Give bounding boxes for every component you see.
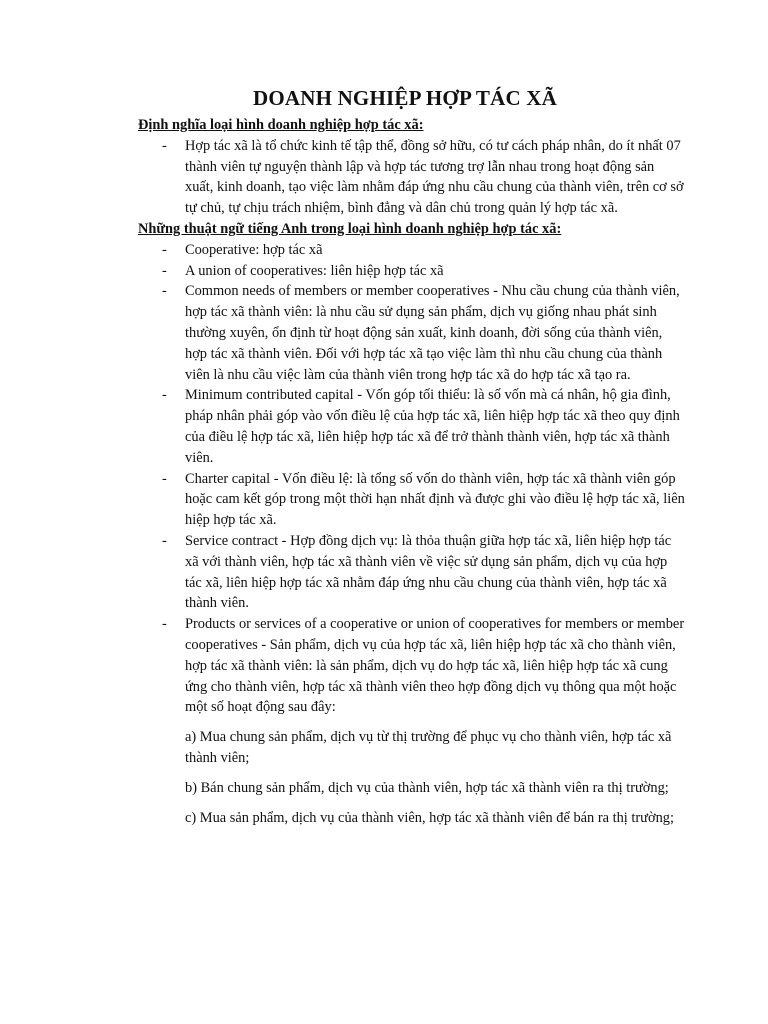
list-item-text: Minimum contributed capital - Vốn góp tối thiểu: là số vốn mà cá nhân, hộ gia đình, pháp nhân phải góp vào vốn điều lệ của hợp tác xã, liên hiệp hợp tác xã theo quy định của điều lệ hợp tác xã, liên hiệp hợp tác xã để trở thành thành viên, hợp tác xã thành viên. bbox=[185, 387, 680, 466]
dash-marker: - bbox=[162, 283, 167, 300]
definition-heading: Định nghĩa loại hình doanh nghiệp hợp tác xã: bbox=[138, 117, 424, 133]
list-item-text: Service contract - Hợp đồng dịch vụ: là thỏa thuận giữa hợp tác xã, liên hiệp hợp tác xã với thành viên, hợp tác xã thành viên về việc sử dụng sản phẩm, dịch vụ của hợp tác xã, liên hiệp hợp tác xã nhằm đáp ứng nhu cầu chung của thành viên, hợp tác xã thành viên. bbox=[185, 532, 672, 612]
dash-marker: - bbox=[162, 616, 167, 633]
list-item-text: Charter capital - Vốn điều lệ: là tổng số vốn do thành viên, hợp tác xã thành viên góp hoặc cam kết góp trong một thời hạn nhất định và được ghi vào điều lệ hợp tác xã, liên hiệp hợp tác xã. bbox=[185, 470, 685, 529]
sub-item-a: a) Mua chung sản phẩm, dịch vụ từ thị trường để phục vụ cho thành viên, hợp tác xã thành viên; bbox=[185, 729, 672, 766]
list-item bbox=[138, 469, 685, 531]
sub-item-b: b) Bán chung sản phẩm, dịch vụ của thành viên, hợp tác xã thành viên ra thị trường; bbox=[185, 779, 669, 796]
list-item bbox=[138, 240, 685, 261]
dash-marker: - bbox=[162, 532, 167, 549]
terms-heading: Những thuật ngữ tiếng Anh trong loại hình doanh nghiệp hợp tác xã: bbox=[138, 220, 562, 237]
dash-marker: - bbox=[162, 137, 167, 154]
list-item bbox=[138, 136, 685, 219]
list-item-text: Hợp tác xã là tổ chức kinh tế tập thể, đồng sở hữu, có tư cách pháp nhân, do ít nhất 07 thành viên tự nguyện thành lập và hợp tác tương trợ lẫn nhau trong hoạt động sản xuất, kinh doanh, tạo việc làm nhằm đáp ứng nhu cầu chung của thành viên, trên cơ sở tự chủ, tự chịu trách nhiệm, bình đẳng và dân chủ trong quản lý hợp tác xã. bbox=[185, 137, 684, 217]
document-title: DOANH NGHIỆP HỢP TÁC XÃ bbox=[252, 86, 558, 110]
list-item-text: Products or services of a cooperative or union of cooperatives for members or member cooperatives - Sản phẩm, dịch vụ của hợp tác xã, liên hiệp hợp tác xã cho thành viên, hợp tác xã thành viên: là sản phẩm, dịch vụ do hợp tác xã, liên hiệp hợp tác xã cung ứng cho thành viên, hợp tác xã thành viên theo hợp đồng dịch vụ thông qua một hoặc một số hoạt động sau đây: bbox=[185, 616, 685, 716]
sub-item-c: c) Mua sản phẩm, dịch vụ của thành viên, hợp tác xã thành viên để bán ra thị trường; bbox=[185, 809, 674, 826]
list-item bbox=[138, 614, 685, 718]
dash-marker: - bbox=[162, 470, 167, 487]
list-item bbox=[138, 261, 685, 282]
list-item-text: Common needs of members or member cooperatives - Nhu cầu chung của thành viên, hợp tác xã thành viên: là nhu cầu sử dụng sản phẩm, dịch vụ giống nhau phát sinh thường xuyên, ổn định từ hoạt động sản xuất, kinh doanh, đời sống của thành viên, hợp tác xã thành viên. Đối với hợp tác xã tạo việc làm thì nhu cầu chung của thành viên là nhu cầu việc làm của thành viên trong hợp tác xã do hợp tác xã tạo ra. bbox=[185, 283, 680, 383]
dash-marker: - bbox=[162, 241, 167, 258]
definition-list bbox=[138, 136, 698, 219]
dash-marker: - bbox=[162, 387, 167, 404]
list-item-text: A union of cooperatives: liên hiệp hợp tác xã bbox=[185, 262, 444, 279]
list-item bbox=[138, 385, 685, 468]
list-item bbox=[138, 281, 685, 385]
document-body bbox=[138, 115, 698, 828]
list-item-text: Cooperative: hợp tác xã bbox=[185, 241, 323, 258]
dash-marker: - bbox=[162, 262, 167, 279]
terms-list bbox=[138, 240, 698, 718]
list-item bbox=[138, 531, 685, 614]
